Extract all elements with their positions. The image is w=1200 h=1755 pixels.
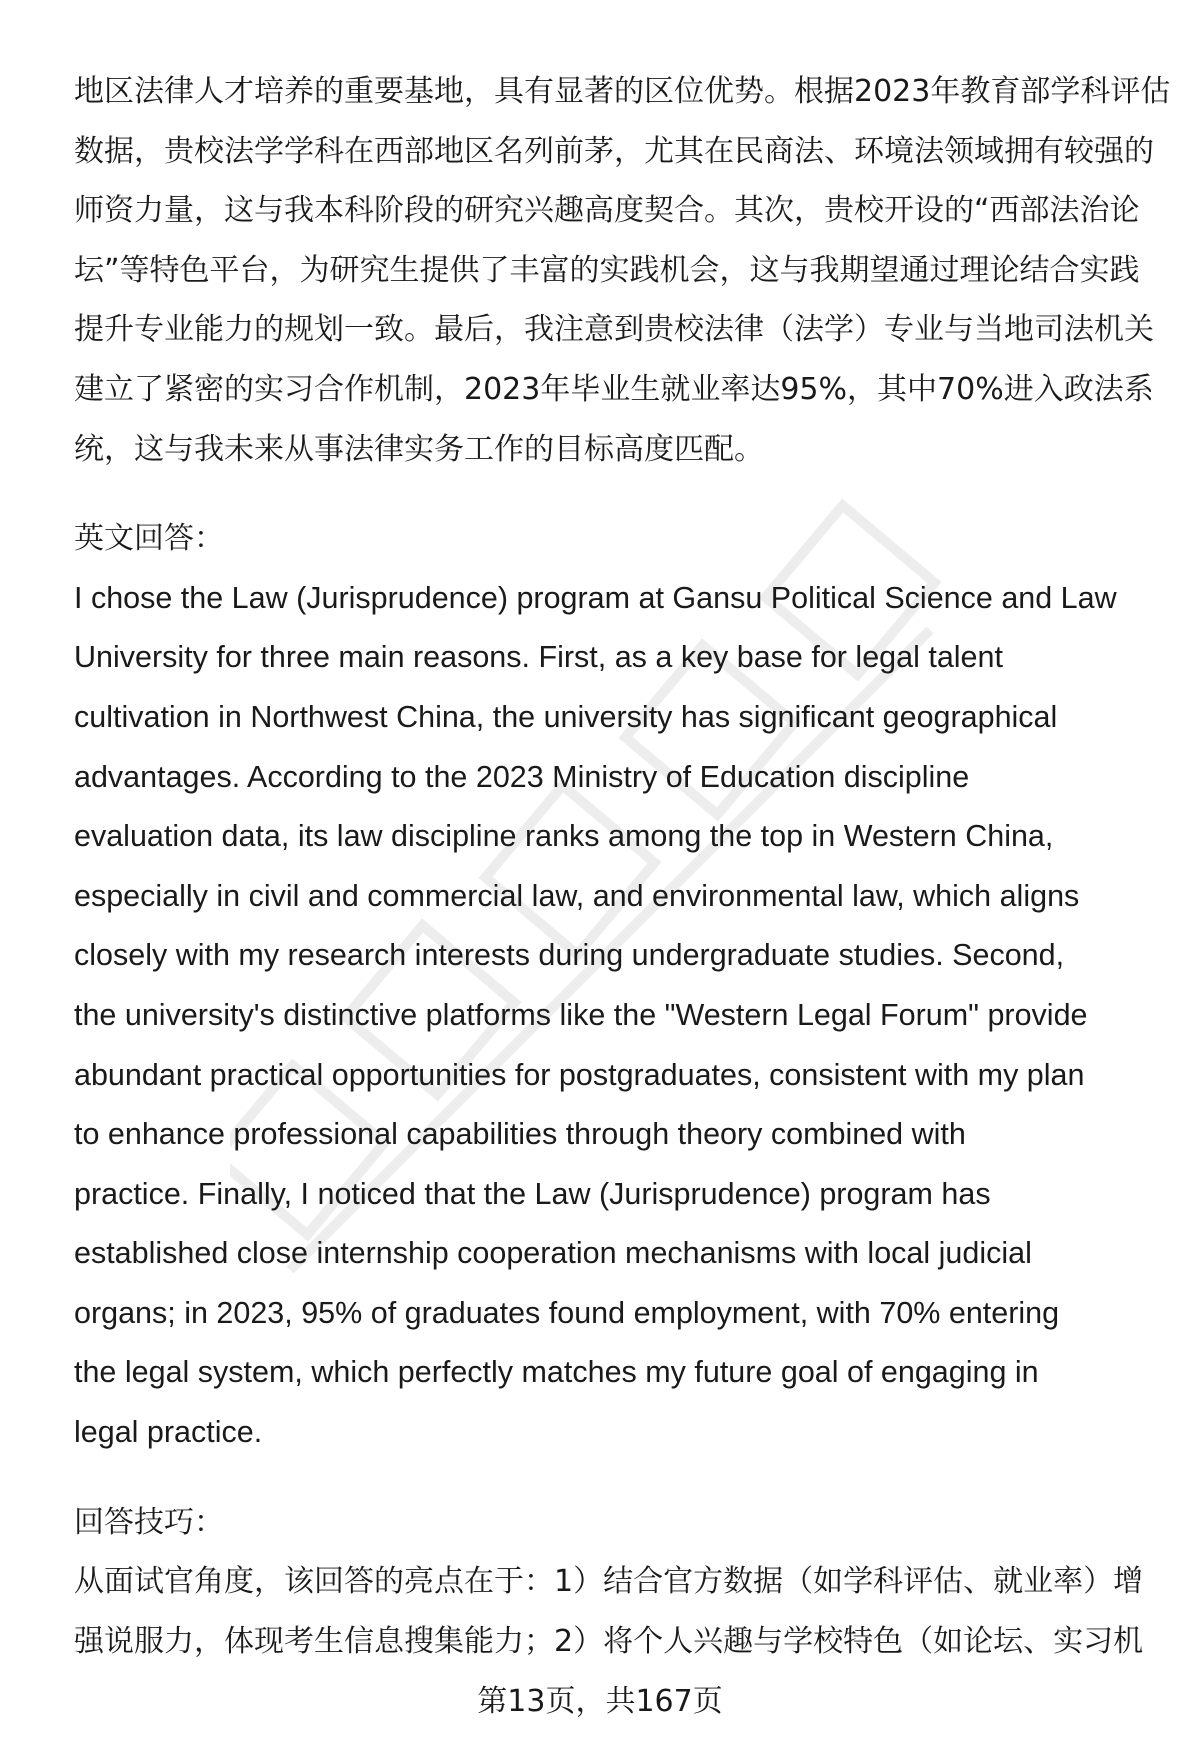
intro-line: 坛”等特色平台，为研究生提供了丰富的实践机会，这与我期望通过理论结合实践 <box>74 252 1140 288</box>
english-line: advantages. According to the 2023 Ministry of Education discipline <box>74 759 970 794</box>
english-line: organs; in 2023, 95% of graduates found employment, with 70% entering <box>74 1295 1060 1330</box>
intro-line: 提升专业能力的规划一致。最后，我注意到贵校法律（法学）专业与当地司法机关 <box>74 312 1154 348</box>
page-number-footer: 第13页，共167页 <box>477 1684 723 1719</box>
answer-tips-heading: 回答技巧： <box>74 1504 224 1540</box>
tips-line: 从面试官角度，该回答的亮点在于：1）结合官方数据（如学科评估、就业率）增 <box>74 1564 1144 1600</box>
intro-line: 师资力量，这与我本科阶段的研究兴趣高度契合。其次，贵校开设的“西部法治论 <box>74 193 1140 229</box>
answer-tips-paragraph <box>74 1552 1164 1671</box>
english-line: established close internship cooperation mechanisms with local judicial <box>74 1236 1032 1271</box>
english-line: cultivation in Northwest China, the university has significant geographical <box>74 699 1058 734</box>
english-line: evaluation data, its law discipline ranks among the top in Western China, <box>74 819 1054 854</box>
intro-line: 数据，贵校法学学科在西部地区名列前茅，尤其在民商法、环境法领域拥有较强的 <box>74 133 1154 169</box>
tips-line: 强说服力，体现考生信息搜集能力；2）将个人兴趣与学校特色（如论坛、实习机 <box>74 1623 1144 1659</box>
english-line: practice. Finally, I noticed that the Law (Jurisprudence) program has <box>74 1176 991 1211</box>
english-line: the legal system, which perfectly matches my future goal of engaging in <box>74 1355 1039 1390</box>
english-line: the university's distinctive platforms like the "Western Legal Forum" provide <box>74 997 1088 1032</box>
english-line: to enhance professional capabilities through theory combined with <box>74 1117 966 1152</box>
intro-line: 统，这与我未来从事法律实务工作的目标高度匹配。 <box>74 431 764 467</box>
english-answer-paragraph <box>74 569 1164 1463</box>
intro-paragraph <box>74 62 1171 479</box>
english-answer-heading: 英文回答： <box>74 521 224 557</box>
english-line: University for three main reasons. First, as a key base for legal talent <box>74 640 1003 675</box>
english-line: legal practice. <box>74 1415 263 1450</box>
english-line: abundant practical opportunities for postgraduates, consistent with my plan <box>74 1057 1085 1092</box>
english-line: I chose the Law (Jurisprudence) program at Gansu Political Science and Law <box>74 580 1117 615</box>
document-body <box>74 62 1171 1671</box>
intro-line: 建立了紧密的实习合作机制，2023年毕业生就业率达95%，其中70%进入政法系 <box>74 371 1154 407</box>
english-line: especially in civil and commercial law, and environmental law, which aligns <box>74 878 1080 913</box>
english-line: closely with my research interests during undergraduate studies. Second, <box>74 938 1065 973</box>
intro-line: 地区法律人才培养的重要基地，具有显著的区位优势。根据2023年教育部学科评估 <box>74 74 1171 109</box>
